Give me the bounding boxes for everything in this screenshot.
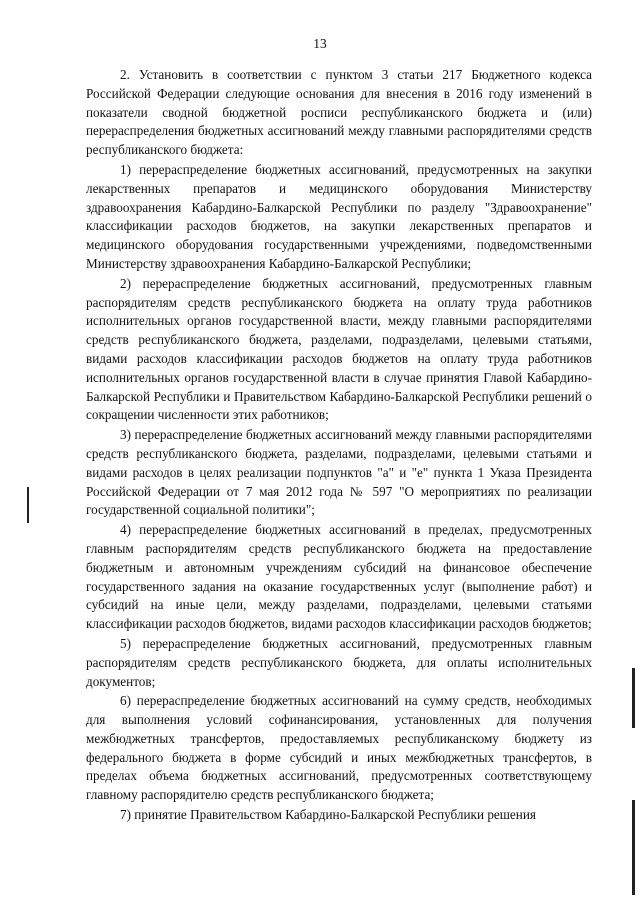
document-body [86,66,592,826]
scan-margin-bar-right-2 [632,800,635,895]
paragraph-subitem-5: 5) перераспределение бюджетных ассигнований, предусмотренных главным распорядителям средств республиканского бюджета, для оплаты исполнительных документов; [86,635,592,689]
paragraph-item-2: 2. Установить в соответствии с пунктом 3 статьи 217 Бюджетного кодекса Российской Федерации следующие основания для внесения в 2016 году изменений в показатели сводной бюджетной росписи республиканского бюджета и (или) перераспределения бюджетных ассигнований между главными распорядителями средств республиканского бюджета: [86,67,592,158]
paragraph-subitem-3: 3) перераспределение бюджетных ассигнований между главными распорядителями средств республиканского бюджета, разделами, подразделами, целевыми статьями и видами расходов в целях реализации подпунктов "а" и "е" пункта 1 Указа Президента Российской Федерации от 7 мая 2012 года № 597 "О мероприятиях по реализации государственной социальной политики"; [86,427,592,518]
paragraph-subitem-1: 1) перераспределение бюджетных ассигнований, предусмотренных на закупки лекарственных препаратов и медицинского оборудования Министерству здравоохранения Кабардино-Балкарской Республики по разделу "Здравоохранение" классификации расходов бюджетов, на закупки лекарственных препаратов и медицинского оборудования государственными учреждениями, подведомственными Министерству здравоохранения Кабардино-Балкарской Республики; [86,161,592,271]
scan-margin-bar-left [27,487,29,523]
paragraph-subitem-4: 4) перераспределение бюджетных ассигнований в пределах, предусмотренных главным распорядителям средств республиканского бюджета на предоставление бюджетным и автономным учреждениям субсидий на финансовое обеспечение государственного задания на оказание государственных услуг (выполнение работ) и субсидий на иные цели, между разделами, подразделами, целевыми статьями классификации расходов бюджетов, видами расходов классификации расходов бюджетов; [86,522,592,632]
paragraph-subitem-2: 2) перераспределение бюджетных ассигнований, предусмотренных главным распорядителям средств республиканского бюджета на оплату труда работников исполнительных органов государственной власти, между главными распорядителями средств республиканского бюджета, разделами, подразделами, целевыми статьями, видами расходов классификации расходов бюджетов на оплату труда работников исполнительных органов государственной власти в случае принятия Главой Кабардино-Балкарской Республики и Правительством Кабардино-Балкарской Республики решений о сокращении численности этих работников; [86,275,592,423]
paragraph-subitem-7: 7) принятие Правительством Кабардино-Балкарской Республики решения [120,807,536,823]
scan-margin-bar-right-1 [632,668,635,728]
paragraph-subitem-6: 6) перераспределение бюджетных ассигнований на сумму средств, необходимых для выполнения условий софинансирования, установленных для получения межбюджетных трансфертов, предоставляемых республиканскому бюджету из федерального бюджета в форме субсидий и иных межбюджетных трансфертов, в пределах объема бюджетных ассигнований, предусмотренных соответствующему главному распорядителю средств республиканского бюджета; [86,693,592,803]
page-number: 13 [313,36,327,51]
